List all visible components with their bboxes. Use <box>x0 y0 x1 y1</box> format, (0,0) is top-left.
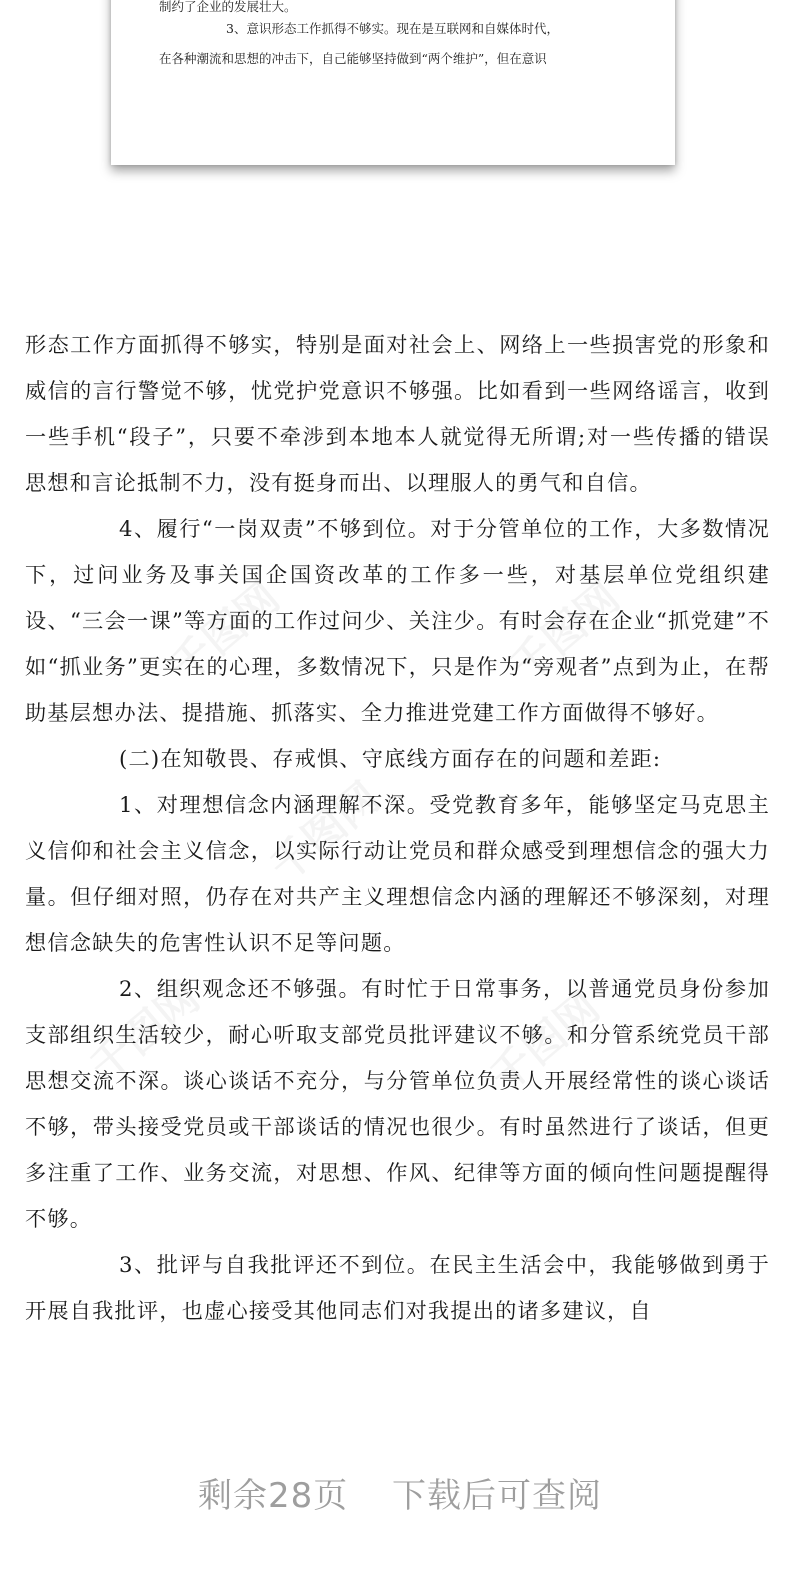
download-hint: 下载后可查阅 <box>392 1476 603 1516</box>
remaining-pages-banner[interactable] <box>0 1468 800 1517</box>
paragraph: 4、履行“一岗双责”不够到位。对于分管单位的工作，大多数情况下，过问业务及事关国企国资改革的工作多一些，对基层单位党组织建设、“三会一课”等方面的工作过问少、关注少。有时会存在企业“抓党建”不如“抓业务”更实在的心理，多数情况下，只是作为“旁观者”点到为止，在帮助基层想办法、提措施、抓落实、全力推进党建工作方面做得不够好。 <box>25 516 770 725</box>
remaining-pages-count: 剩余28页 <box>197 1476 349 1516</box>
document-body <box>25 322 770 1334</box>
section-heading: (二)在知敬畏、存戒惧、守底线方面存在的问题和差距: <box>119 746 662 771</box>
preview-line: 3、意识形态工作抓得不够实。现在是互联网和自媒体时代， <box>226 21 559 36</box>
paragraph: 3、批评与自我批评还不到位。在民主生活会中，我能够做到勇于开展自我批评，也虚心接受其他同志们对我提出的诸多建议，自 <box>25 1252 770 1323</box>
preview-line: 制约了企业的发展壮大。 <box>159 0 297 14</box>
paragraph: 1、对理想信念内涵理解不深。受党教育多年，能够坚定马克思主义信仰和社会主义信念，以实际行动让党员和群众感受到理想信念的强大力量。但仔细对照，仍存在对共产主义理想信念内涵的理解还不够深刻，对理想信念缺失的危害性认识不足等问题。 <box>25 792 770 955</box>
preview-line: 在各种潮流和思想的冲击下，自己能够坚持做到“两个维护”，但在意识 <box>159 51 547 66</box>
paragraph: 2、组织观念还不够强。有时忙于日常事务，以普通党员身份参加支部组织生活较少，耐心听取支部党员批评建议不够。和分管系统党员干部思想交流不深。谈心谈话不充分，与分管单位负责人开展经常性的谈心谈话不够，带头接受党员或干部谈话的情况也很少。有时虽然进行了谈话，但更多注重了工作、业务交流，对思想、作风、纪律等方面的倾向性问题提醒得不够。 <box>25 976 770 1231</box>
paragraph: 形态工作方面抓得不够实，特别是面对社会上、网络上一些损害党的形象和威信的言行警觉不够，忧党护党意识不够强。比如看到一些网络谣言，收到一些手机“段子”，只要不牵涉到本地本人就觉得无所谓;对一些传播的错误思想和言论抵制不力，没有挺身而出、以理服人的勇气和自信。 <box>25 332 770 495</box>
page-preview-card <box>111 0 675 165</box>
